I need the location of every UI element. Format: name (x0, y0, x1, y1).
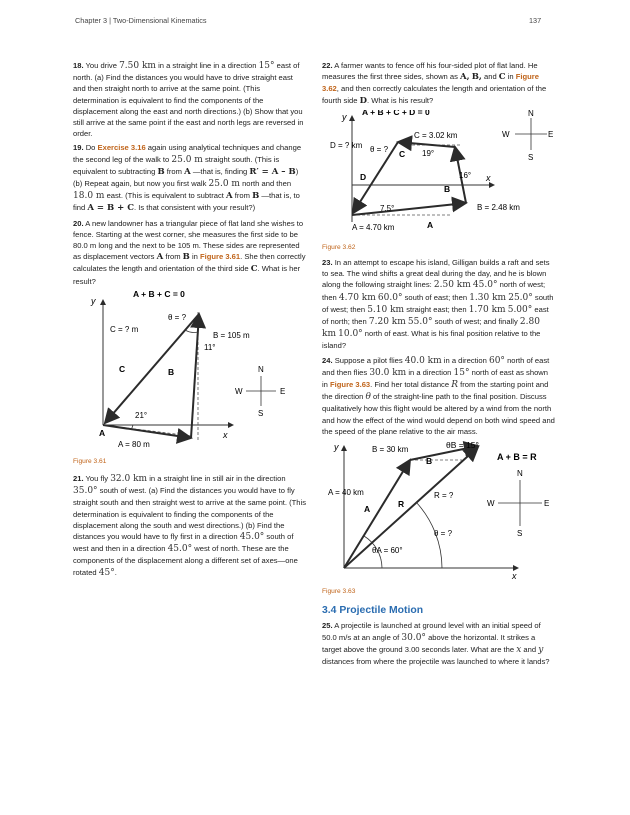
theta-b: θB = 15° (446, 440, 479, 451)
svg-text:W: W (235, 386, 243, 396)
section-heading: 3.4 Projectile Motion (322, 605, 424, 617)
a-length: A = 4.70 km (352, 222, 395, 230)
vector-a (103, 425, 191, 438)
x-label: x (223, 429, 228, 440)
figure-3-63-caption: Figure 3.63 (322, 588, 356, 596)
angle-11: 11° (204, 342, 216, 352)
label-c: C (119, 363, 126, 374)
problem-22: 22. A farmer wants to fence off his four-sided plot of flat land. He measures the first three sides, shown as A, B, and C in Figure 3.62, and then correctly calculates the length and orientation of the fourth side D. What is his result? (322, 61, 547, 106)
c-length: C = ? m (110, 324, 139, 334)
label-b: B (426, 456, 433, 467)
problem-19: 19. Do Exercise 3.16 again using analytical techniques and change the second leg of the walk to 25.0 m straight south. (This is equivalent to subtracting B from A —that is, finding R′ = A – B) (b) Repeat again, but now you first walk 25.0 m north and then 18.0 m east. (This is equivalent to subtract A from B —that is, to find A = B + C. Is that consistent with your result?) (73, 143, 302, 214)
y-label: y (91, 295, 96, 306)
x-label: x (512, 571, 517, 581)
b-length: B = 2.48 km (477, 202, 520, 212)
problem-24: 24. Suppose a pilot flies 40.0 km in a direction 60° north of east and then flies 30.0 km in a direction 15° north of east as shown in Figure 3.63. Find her total distance R from the starting point and the direction θ of the straight-line path to the final position. Discuss qualitatively how this flight would be altered by a wind from the north and how the effect of the wind would depend on both wind speed and the speed of the plane relative to the air mass. (322, 355, 555, 436)
figure-link[interactable]: Figure 3.62 (322, 72, 539, 94)
vector-a (352, 203, 466, 215)
b-length: B = 30 km (372, 445, 409, 455)
figure-3-63 (322, 440, 555, 580)
angle-16: 16° (459, 170, 472, 180)
svg-text:N: N (517, 469, 523, 479)
left-column (73, 60, 306, 582)
label-a: A (364, 504, 371, 515)
svg-text:E: E (544, 499, 550, 509)
vector-c (398, 142, 455, 147)
compass-rose (487, 469, 549, 538)
figure-link[interactable]: Figure 3.61 (200, 252, 241, 262)
a-length: A = 80 m (118, 439, 150, 449)
label-b: B (168, 366, 175, 377)
angle-arc-theta (185, 330, 198, 332)
x-label: x (486, 172, 491, 183)
a-length: A = 40 km (328, 488, 364, 498)
angle-21: 21° (135, 410, 148, 420)
svg-text:S: S (528, 152, 534, 162)
page-number: 137 (529, 16, 542, 25)
svg-text:E: E (280, 386, 286, 396)
svg-text:S: S (258, 408, 264, 418)
figure-3-62-caption: Figure 3.62 (322, 243, 356, 251)
y-label: y (342, 111, 347, 122)
right-column (322, 60, 555, 670)
label-r: R (398, 499, 405, 510)
theta-unknown: θ = ? (434, 529, 453, 539)
label-a: A (99, 427, 106, 438)
figure-3-62 (322, 110, 555, 230)
label-c: C (399, 148, 406, 159)
angle-19: 19° (422, 148, 435, 158)
fig61-equation: A + B + C = 0 (133, 289, 185, 299)
angle-75: 7.5° (380, 203, 395, 213)
d-length: D = ? km (330, 140, 363, 150)
figure-3-61-caption: Figure 3.61 (73, 457, 107, 465)
compass-rose (502, 110, 553, 162)
fig62-equation: A + B + C + D = 0 (362, 109, 430, 117)
problem-23: 23. In an attempt to escape his island, Gilligan builds a raft and sets to sea. The wind shifts a great deal during the day, and he is blown along the following straight lines: 2.50 km 45.0° north of west; then 4.70 km 60.0° south of east; then 1.30 km 25.0° south of west; then 5.10 km straight east; then 1.70 km 5.00° east of north; then 7.20 km 55.0° south of west; and finally 2.80 km 10.0° north of east. What is his final position relative to the island? (322, 258, 554, 351)
y-label: y (334, 442, 339, 453)
label-a: A (427, 219, 434, 230)
label-b: B (444, 183, 451, 194)
exercise-link[interactable]: Exercise 3.16 (97, 143, 146, 153)
svg-text:W: W (487, 499, 495, 509)
chapter-header: Chapter 3 | Two-Dimensional Kinematics (75, 16, 207, 25)
label-d: D (360, 171, 367, 182)
compass-rose (235, 365, 285, 418)
theta-label: θ = ? (370, 144, 389, 154)
problem-18: 18. You drive 7.50 km in a straight line in a direction 15° east of north. (a) Find the distances you would have to drive straight east and then straight north to arrive at the same point. (This determination is equivalent to find the components of the displacement along the east and north directions.) (b) Show that you still arrive at the same point if the east and north legs are reversed in order. (73, 61, 304, 139)
svg-text:W: W (502, 129, 510, 139)
figure-3-61 (73, 290, 306, 450)
b-length: B = 105 m (213, 330, 250, 340)
fig63-equation: A + B = R (497, 452, 537, 463)
figure-link[interactable]: Figure 3.63 (330, 380, 371, 390)
r-unknown: R = ? (434, 491, 454, 501)
theta-a: θA = 60° (372, 546, 403, 556)
theta-label: θ = ? (168, 312, 187, 322)
c-length: C = 3.02 km (414, 130, 458, 140)
svg-text:N: N (258, 364, 264, 374)
svg-text:N: N (528, 109, 534, 118)
svg-text:S: S (517, 529, 523, 539)
problem-20: 20. A new landowner has a triangular piece of flat land she wishes to fence. Starting at the west corner, she measures the first side to be 80.0 m long and the next to be 105 m. These sides are represented as displacement vectors A from B in Figure 3.61. She then correctly calculates the length and orientation of the third side C. What is her result? (73, 218, 306, 286)
svg-text:E: E (548, 129, 554, 139)
problem-21: 21. You fly 32.0 km in a straight line in still air in the direction 35.0° south of west. (a) Find the distances you would have to fly straight south and then straight west to arrive at the same point. (This determination is equivalent to finding the components of the displacement along the south and west directions.) (b) Find the distances you would have to fly first in a direction 45.0° south of west and then in a direction 45.0° west of north. These are the components of the displacement along a different set of axes—one rotated 45°. (73, 474, 306, 578)
problem-25: 25. A projectile is launched at ground level with an initial speed of 50.0 m/s at an angle of 30.0° above the horizontal. It strikes a target above the ground 3.00 seconds later. What are the x and y distances from where the projectile was launched to where it lands? (322, 621, 550, 667)
